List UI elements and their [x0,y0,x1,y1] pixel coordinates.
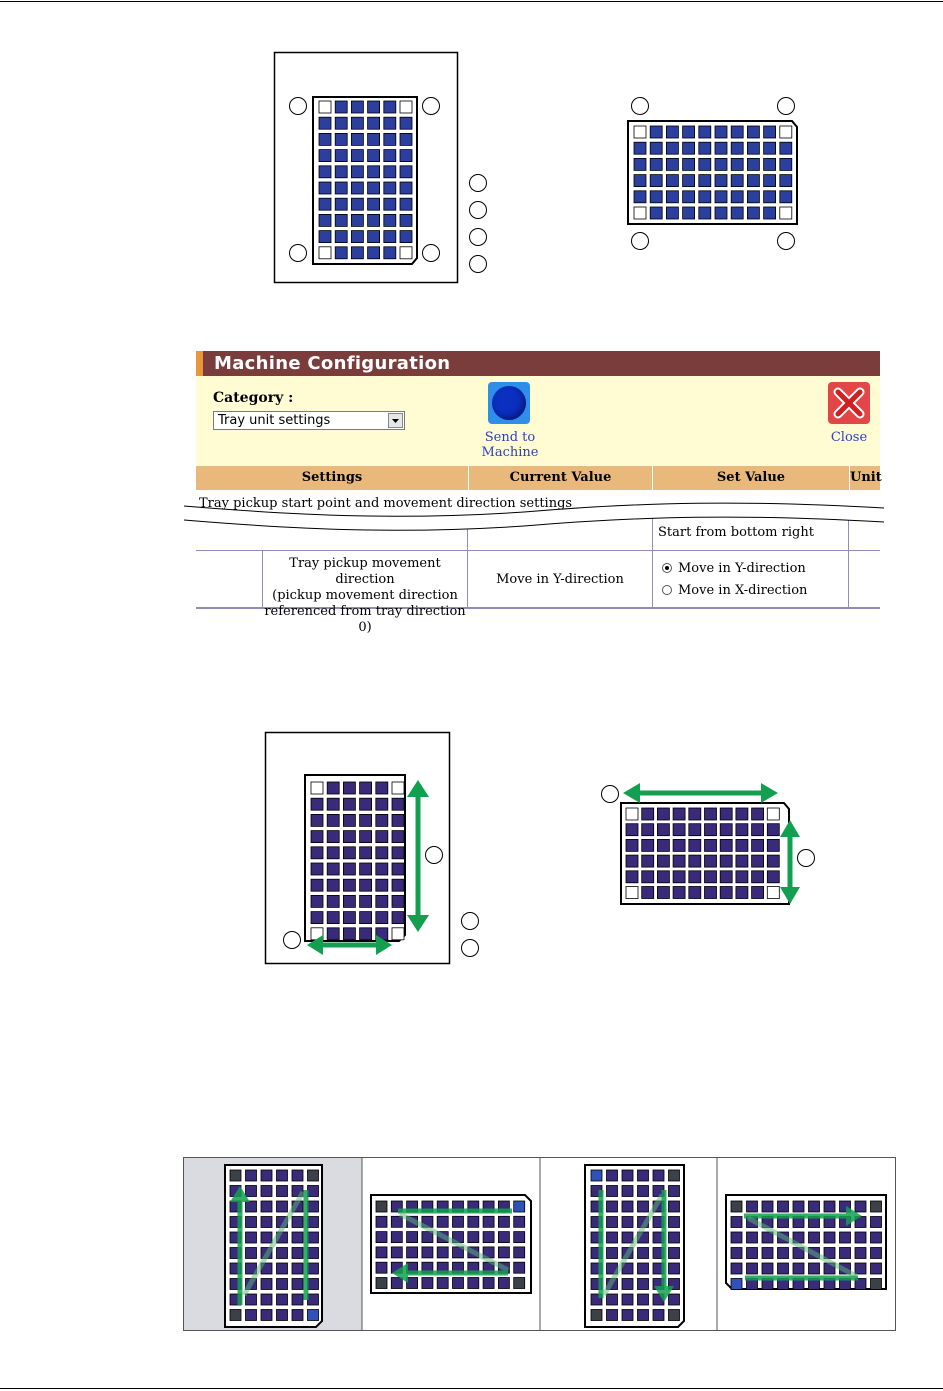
header-current-value: Current Value [509,470,612,485]
category-label: Category : [213,390,294,406]
setting-name-line3: referenced from tray direction 0) [264,604,466,635]
option-move-x[interactable] [662,583,848,599]
close-label: Close [830,430,868,445]
table-header [196,466,880,490]
option-move-x-label: Move in X-direction [678,583,808,598]
option-move-y[interactable] [662,561,848,577]
send-icon[interactable] [488,382,530,424]
title-bar [196,351,880,376]
close-button[interactable] [824,382,874,445]
send-to-machine-button[interactable] [460,382,560,460]
setting-name-line1: Tray pickup movement direction [289,556,441,587]
set-value-options [662,561,848,599]
panel-toolbar [196,376,880,466]
category-dropdown-value: Tray unit settings [218,413,331,428]
tray-diagram-landscape [0,0,943,300]
table-break [184,494,904,544]
header-unit: Unit [850,470,882,485]
bottom-rule [0,1388,943,1389]
header-set-value: Set Value [716,470,786,485]
radio-move-x[interactable] [662,585,672,595]
option-move-y-label: Move in Y-direction [678,561,806,576]
close-icon[interactable] [828,382,870,424]
send-to-machine-label: Send to Machine [481,430,539,460]
section-label: Tray pickup start point and movement direction settings [199,496,573,511]
movement-diagram-landscape [0,700,943,1000]
header-settings: Settings [301,470,363,485]
setting-name [263,556,467,636]
chevron-down-icon[interactable] [388,413,403,428]
machine-configuration-panel [196,351,882,635]
pickup-order-table [0,1150,943,1350]
setting-name-line2: (pickup movement direction [272,588,458,603]
title-accent [196,351,203,376]
radio-move-y[interactable] [662,563,672,573]
current-value: Move in Y-direction [496,572,624,587]
partial-option-label: Start from bottom right [658,525,814,540]
category-dropdown[interactable] [213,411,405,430]
panel-title: Machine Configuration [214,353,451,374]
